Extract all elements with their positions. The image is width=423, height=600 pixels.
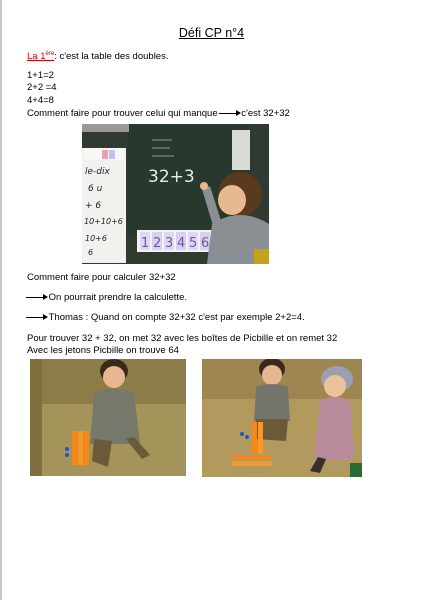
strip-number-6: 6: [201, 236, 210, 251]
double-line-1: 1+1=2: [27, 70, 54, 81]
sheet-line-2: 6 u: [88, 184, 103, 194]
strip-number-2: 2: [153, 236, 162, 251]
sheet-line-4: 10+10+6: [84, 217, 123, 226]
sheet-line-6: 6: [88, 248, 94, 257]
photo-blackboard-drawing: [82, 124, 269, 264]
photo-two-children-drawing: [202, 359, 362, 477]
sheet-line-1: le-dix: [85, 167, 110, 177]
answer-1-text: On pourrait prendre la calculette.: [48, 292, 187, 303]
arrow-icon: [26, 297, 44, 298]
double-line-3: 4+4=8: [27, 95, 54, 106]
photo-blackboard: [82, 124, 269, 264]
page-edge: [0, 0, 2, 600]
photo-child-boxes: [30, 359, 186, 476]
arrow-icon: [219, 113, 237, 114]
strip-number-4: 4: [177, 236, 186, 251]
paragraph-line-1: Pour trouver 32 + 32, on met 32 avec les boîtes de Picbille et on remet 32: [27, 333, 338, 344]
board-writing: 32+3: [148, 167, 195, 187]
intro-rest: : c'est la table des doubles.: [54, 51, 169, 63]
sheet-line-3: + 6: [85, 201, 102, 211]
strip-number-1: 1: [141, 236, 150, 251]
strip-number-3: 3: [165, 236, 174, 251]
question-1-text: Comment faire pour trouver celui qui manque: [27, 108, 218, 119]
photo-two-children: [202, 359, 362, 477]
intro-red-label: La 1ère: [27, 51, 55, 63]
photo-child-boxes-drawing: [30, 359, 186, 476]
answer-1: [25, 292, 187, 303]
question-1-answer: c'est 32+32: [241, 108, 290, 119]
answer-2-text: Thomas : Quand on compte 32+32 c'est par exemple 2+2=4.: [48, 312, 305, 323]
paragraph-line-2: Avec les jetons Picbille on trouve 64: [27, 345, 179, 356]
page-title: Défi CP n°4: [178, 26, 245, 40]
strip-number-5: 5: [189, 236, 198, 251]
number-strip: [137, 230, 217, 252]
question-2: Comment faire pour calculer 32+32: [27, 272, 176, 283]
sheet-line-5: 10+6: [85, 234, 107, 243]
answer-2: [25, 312, 305, 323]
intro-line: [27, 49, 168, 62]
double-line-2: 2+2 =4: [27, 82, 57, 93]
arrow-icon: [26, 317, 44, 318]
question-1: [27, 108, 290, 119]
